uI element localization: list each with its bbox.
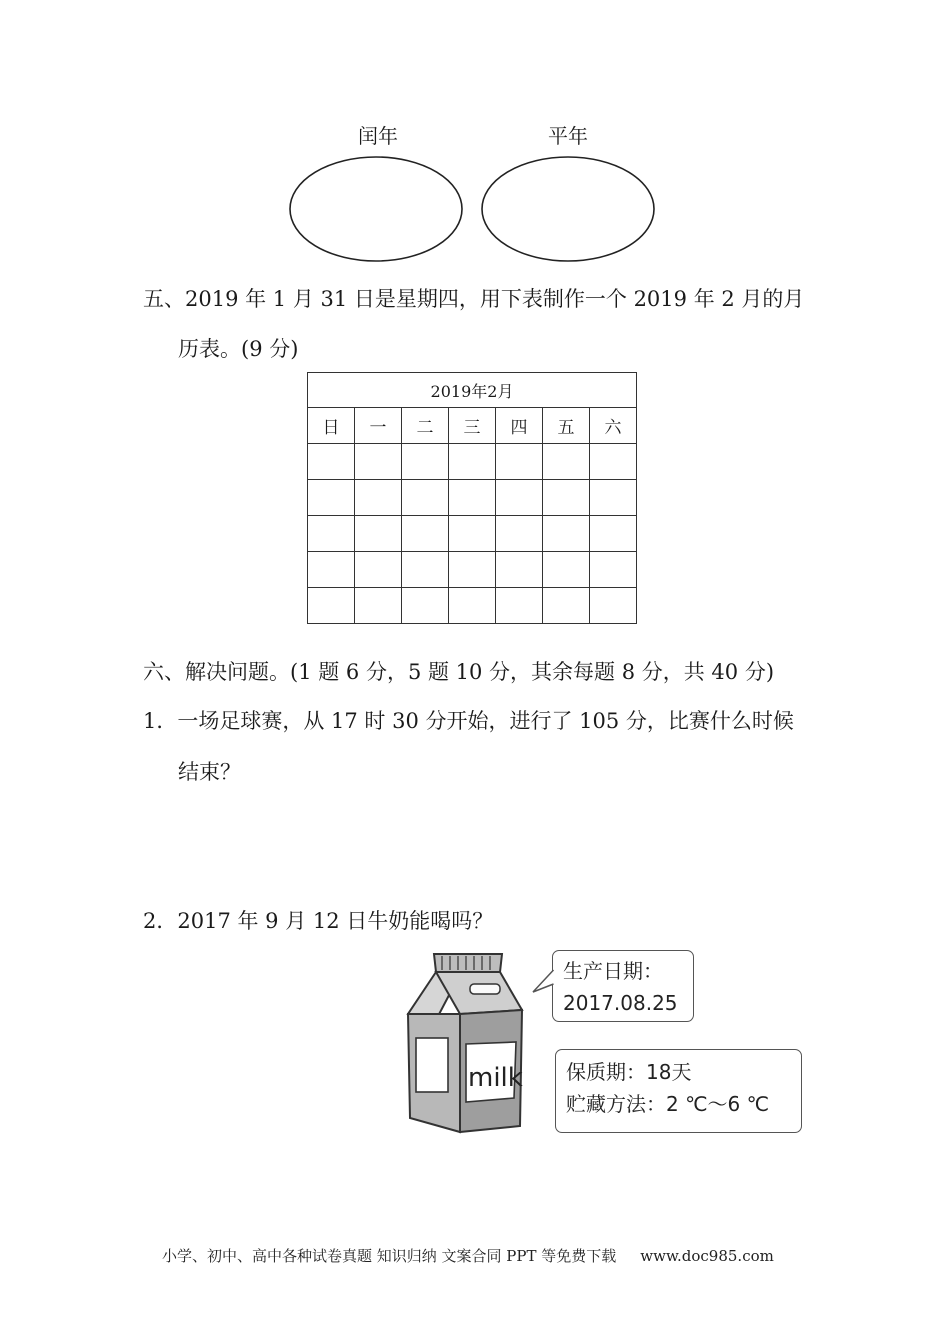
q6-problem2-line1: 2．2017 年 9 月 12 日牛奶能喝吗？: [143, 909, 494, 933]
calendar-row: [308, 444, 637, 480]
calendar-cell[interactable]: [308, 552, 355, 588]
calendar-cell[interactable]: [355, 444, 402, 480]
calendar-cell[interactable]: [496, 516, 543, 552]
calendar-cell[interactable]: [543, 480, 590, 516]
calendar-cell[interactable]: [543, 444, 590, 480]
calendar-cell[interactable]: [449, 444, 496, 480]
calendar-cell[interactable]: [355, 516, 402, 552]
calendar-cell[interactable]: [543, 552, 590, 588]
common-year-label: 平年: [548, 124, 588, 148]
production-date-bubble: [552, 950, 694, 1022]
q5-line2: 历表。(9 分): [178, 337, 299, 361]
production-date-label: 生产日期：: [563, 959, 663, 983]
milk-carton-illustration: [400, 948, 530, 1140]
storage-info-box: [555, 1049, 802, 1133]
calendar-cell[interactable]: [449, 552, 496, 588]
calendar-table: [307, 372, 637, 624]
calendar-title: 2019年2月: [308, 373, 637, 408]
leap-year-label: 闰年: [358, 124, 398, 148]
calendar-cell[interactable]: [590, 588, 637, 624]
calendar-cell[interactable]: [590, 480, 637, 516]
weekday-fri: 五: [543, 408, 590, 444]
calendar-cell[interactable]: [496, 480, 543, 516]
calendar-cell[interactable]: [402, 444, 449, 480]
calendar-row: [308, 516, 637, 552]
calendar-cell[interactable]: [543, 588, 590, 624]
weekday-tue: 二: [402, 408, 449, 444]
calendar-cell[interactable]: [496, 552, 543, 588]
page-footer: [162, 1245, 774, 1266]
weekday-wed: 三: [449, 408, 496, 444]
bubble-tail: [531, 968, 555, 998]
calendar-cell[interactable]: [590, 516, 637, 552]
venn-ovals: [288, 150, 663, 265]
footer-text: 小学、初中、高中各种试卷真题 知识归纳 文案合同 PPT 等免费下载: [162, 1247, 617, 1265]
q6-problem1-line1: 1．一场足球赛，从 17 时 30 分开始，进行了 105 分，比赛什么时候: [143, 709, 794, 733]
calendar-cell[interactable]: [308, 516, 355, 552]
q5-line1: 五、2019 年 1 月 31 日是星期四，用下表制作一个 2019 年 2 月的月: [143, 287, 805, 311]
calendar-cell[interactable]: [449, 480, 496, 516]
calendar-cell[interactable]: [355, 588, 402, 624]
calendar-cell[interactable]: [496, 444, 543, 480]
calendar-cell[interactable]: [402, 516, 449, 552]
calendar-cell[interactable]: [449, 516, 496, 552]
calendar-cell[interactable]: [308, 588, 355, 624]
calendar-cell[interactable]: [308, 444, 355, 480]
calendar-cell[interactable]: [308, 480, 355, 516]
weekday-sun: 日: [308, 408, 355, 444]
production-date-value: 2017.08.25: [563, 991, 678, 1015]
carton-label: milk: [468, 1063, 523, 1093]
calendar-cell[interactable]: [355, 480, 402, 516]
q6-problem1-line2: 结束？: [178, 760, 241, 784]
weekday-mon: 一: [355, 408, 402, 444]
calendar-row: [308, 480, 637, 516]
storage-method-text: 贮藏方法：2 ℃～6 ℃: [566, 1092, 770, 1116]
common-year-oval: [482, 157, 654, 261]
calendar-cell[interactable]: [402, 588, 449, 624]
calendar-cell[interactable]: [402, 552, 449, 588]
calendar-cell[interactable]: [449, 588, 496, 624]
calendar-cell[interactable]: [402, 480, 449, 516]
shelf-life-text: 保质期：18天: [566, 1060, 692, 1084]
leap-year-oval: [290, 157, 462, 261]
calendar-row: [308, 552, 637, 588]
weekday-thu: 四: [496, 408, 543, 444]
weekday-sat: 六: [590, 408, 637, 444]
calendar-cell[interactable]: [543, 516, 590, 552]
calendar-cell[interactable]: [590, 552, 637, 588]
calendar-cell[interactable]: [496, 588, 543, 624]
calendar-row: [308, 588, 637, 624]
calendar-cell[interactable]: [355, 552, 402, 588]
footer-url[interactable]: www.doc985.com: [640, 1247, 774, 1265]
calendar-cell[interactable]: [590, 444, 637, 480]
q6-heading: 六、解决问题。(1 题 6 分，5 题 10 分，其余每题 8 分，共 40 分): [143, 660, 775, 684]
